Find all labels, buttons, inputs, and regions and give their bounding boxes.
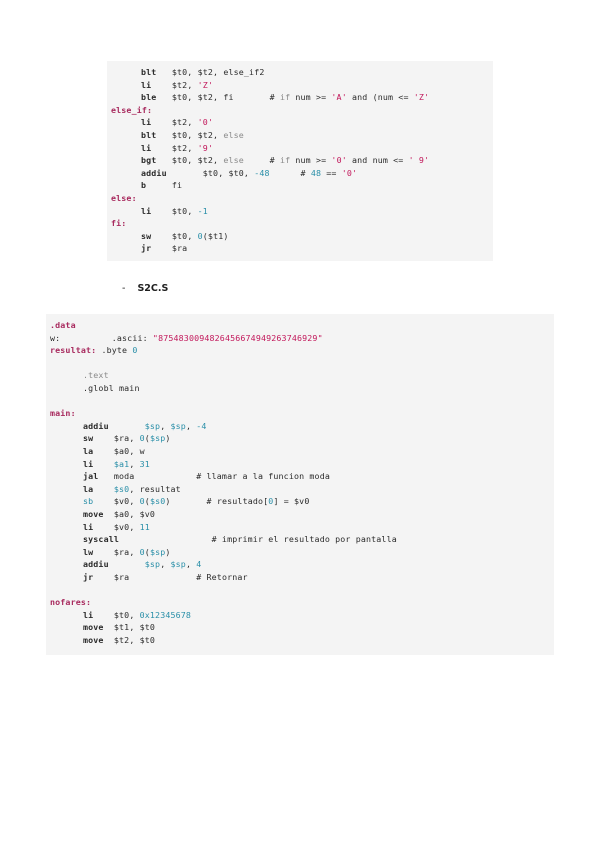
code-token [151,231,172,241]
code-token [151,243,172,253]
code-line [141,116,213,129]
code-token: $s0 [113,483,130,494]
code-token: == [321,167,342,178]
code-token: and num <= [346,155,409,166]
code-token: blt [141,67,157,77]
code-token: $a0, w [113,446,145,456]
code-token: # imprimir el resultado por pantalla [119,534,397,545]
code-token: , [185,559,197,570]
code-token: move [83,635,104,645]
code-token: resultat: [50,345,97,356]
code-line [141,205,208,218]
code-token: w: [50,332,61,343]
code-line [83,445,145,458]
code-line [141,79,213,92]
code-token: # resultado[ [170,496,269,507]
code-token: lw [83,546,94,557]
code-token: ' 9' [408,155,430,166]
code-token: ( [144,433,150,444]
code-token: li [141,117,152,128]
code-token [93,484,114,494]
code-token: '0' [197,117,214,128]
code-token: $t0, $t2, else_if2 [171,67,265,77]
code-token: num >= [290,92,332,103]
code-token: 11 [139,521,150,532]
code-token: $t0, $t2, fi [171,92,234,103]
code-token: 0 [139,496,145,507]
code-token: "8754830094826456674949263746929" [152,332,323,343]
code-token: $t0, $t2, [171,130,224,140]
code-token: .ascii: [60,332,153,343]
code-token: blt [141,130,157,140]
code-line [83,483,181,496]
code-token: $t0, [171,205,198,216]
code-token: $t0, $t0, [202,167,255,178]
code-token: , [129,458,140,469]
code-token: la [83,446,94,456]
code-token: .byte [96,345,133,356]
code-token: fi: [111,218,127,229]
code-token: # [269,167,311,178]
code-token: addiu [141,167,167,178]
code-line [83,621,155,634]
code-token: li [141,205,152,216]
code-token: 'A' [331,92,347,103]
code-token: $sp [170,559,186,570]
list-dash: - [122,283,126,294]
code-token: if [279,155,291,166]
code-line [83,369,109,382]
code-token: 0 [139,433,145,444]
code-token: ( [144,496,150,507]
code-token: 0 [268,496,274,507]
code-token: $v0, [113,496,140,507]
code-token: $sp [144,420,161,431]
code-token: else_if: [111,104,153,115]
code-token: ) [165,433,171,444]
code-token: else [223,155,244,166]
code-block-s2c [46,314,554,655]
code-token: nofares: [50,597,92,608]
code-token: li [83,609,94,620]
code-token: , [185,420,197,431]
code-token: $ra [113,572,130,582]
code-token: '0' [331,155,347,166]
code-token: moda [113,471,135,482]
code-token: $t2, [171,79,198,90]
code-token: , [160,420,171,431]
code-line [83,533,397,546]
code-token: 31 [139,458,150,469]
code-token: b [141,180,147,191]
code-token: and (num <= [346,92,414,103]
code-token: # llamar a la funcion moda [134,471,330,482]
code-token: $t0, $t2, [171,155,224,166]
code-token: # [243,155,280,166]
code-token: 0x12345678 [139,609,192,620]
code-token [93,610,114,620]
code-token: syscall [83,534,120,545]
code-token: , resultat [129,483,181,494]
code-token [93,446,114,456]
code-token: $a1 [113,458,130,469]
code-token: sw [141,230,152,241]
code-line [50,344,138,357]
code-token: 0 [139,546,145,557]
code-token: sw [83,433,94,444]
code-token [151,117,172,127]
code-token: 0 [197,230,203,241]
code-token [109,559,145,569]
code-token: li [83,521,94,532]
code-line [83,634,155,647]
code-token [104,635,114,645]
code-line [50,407,76,420]
code-token [93,459,114,469]
code-token: sb [83,496,94,507]
code-token: $a0, $v0 [113,509,156,519]
code-line [141,242,187,255]
code-token [93,547,114,557]
code-line [83,495,309,508]
code-token: , [160,559,171,570]
code-line [83,458,150,471]
code-line [141,142,213,155]
code-token: li [141,142,152,153]
code-block-branches [107,61,493,261]
code-token: jr [83,572,94,582]
code-token: move [83,509,104,519]
code-token: addiu [83,420,109,431]
code-token: else: [111,193,137,203]
code-token: ] = $v0 [273,496,310,507]
code-token [109,421,145,431]
code-line [111,217,126,230]
code-line [83,546,171,559]
code-token [167,168,203,178]
code-token: $t1, $t0 [113,622,156,633]
code-line [141,230,229,243]
code-line [141,91,429,104]
code-token [151,80,172,90]
code-token: .text [83,370,109,381]
code-token: '0' [341,167,358,178]
code-token: .data [50,320,76,330]
code-token: ($t1) [202,230,229,241]
code-line [111,104,152,117]
code-token: num >= [290,155,332,166]
code-token: $sp [144,559,161,570]
code-token: fi [171,180,183,191]
code-token: jal [83,471,99,482]
code-line [83,420,207,433]
code-token: $t2, [171,142,198,153]
code-token: 4 [196,559,202,570]
code-token: else [223,130,244,140]
code-line [141,179,182,192]
code-token: 0 [132,345,138,356]
code-token: $ra, [113,546,140,557]
code-token: addiu [83,559,109,570]
code-line [83,382,140,395]
code-token: $ra, [113,433,140,444]
code-token [93,496,114,506]
code-token: ble [141,92,157,103]
code-token [93,572,114,582]
code-token: $ra [171,243,188,254]
code-line [83,508,155,521]
code-token: la [83,483,94,494]
code-token [156,67,171,77]
code-line [50,319,76,332]
code-token [156,155,171,165]
code-token: 'Z' [197,79,214,90]
code-token: $sp [149,546,166,557]
code-line [50,332,323,345]
code-line [83,470,330,483]
code-token: 48 [310,167,322,178]
code-token [146,180,172,190]
code-token: jr [141,243,152,254]
code-token: $v0, [113,521,140,532]
code-line [141,66,265,79]
code-token: $t2, $t0 [113,635,156,645]
code-token: ) [165,546,171,557]
code-token [93,433,114,443]
code-token [151,143,172,153]
code-token: $s0 [149,496,166,507]
code-token: ) [165,496,171,507]
code-token: bgt [141,155,157,166]
code-token [151,206,172,216]
code-line [83,521,150,534]
code-token: move [83,622,104,633]
code-token [98,471,113,481]
code-token: -1 [197,205,208,216]
code-line [83,571,248,584]
code-token: -48 [254,167,270,178]
code-token: $sp [149,433,166,444]
code-line [141,154,429,167]
code-token: ( [144,546,150,557]
file-name: S2C.S [137,283,169,294]
code-line [111,192,137,205]
code-token [104,509,114,519]
code-token: .globl main [83,383,140,393]
code-token [156,130,171,140]
code-line [141,129,244,142]
code-token: # Retornar [129,572,248,582]
code-token: $t0, [171,230,198,241]
code-line [83,558,201,571]
code-token: '9' [197,142,214,153]
code-token [104,622,114,632]
code-token: -4 [196,420,207,431]
code-token: # [233,92,280,103]
code-line [141,167,357,180]
file-heading [122,282,168,296]
code-token: li [141,79,152,90]
code-token: $t0, [113,609,140,620]
code-token: main: [50,408,76,419]
code-token: if [279,92,291,103]
code-token: $t2, [171,117,198,128]
code-token: li [83,458,94,469]
code-token: $sp [170,420,186,431]
code-line [83,609,191,622]
code-line [83,432,171,445]
code-token [156,92,171,102]
code-line [50,596,91,609]
code-token [93,522,114,532]
code-token: 'Z' [413,92,430,103]
